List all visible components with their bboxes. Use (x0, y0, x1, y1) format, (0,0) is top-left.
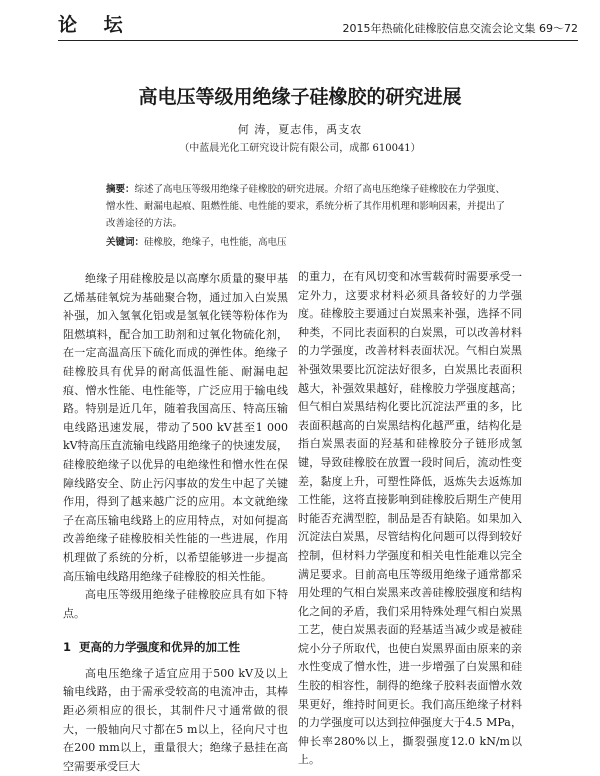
section-heading (63, 638, 288, 657)
body-paragraph: 高电压绝缘子适宜应用于500 kV及以上输电线路，由于需承受较高的电流冲击，其棒距必须相应的很长，其制件尺寸通常做的很大，一般轴向尺寸都在5 m以上，径向尺寸也在200 mm以上，重量很大；绝缘子悬挂在高空需要承受巨大 (63, 666, 288, 773)
body-paragraph: 绝缘子用硅橡胶是以高摩尔质量的聚甲基乙烯基硅氧烷为基础聚合物，通过加入白炭黑补强，加入氢氧化铝或是氢氧化镁等粉体作为阻燃填料，配合加工助剂和过氧化物硫化剂，在一定高温高压下硫化而成的弹性体。绝缘子硅橡胶具有优异的耐高低温性能、耐漏电起痕、憎水性能、电性能等，广泛应用于输电线路。特别是近几年，随着我国高压、特高压输电线路迅速发展，带动了500 kV甚至1 000 kV特高压直流输电线路用绝缘子的快速发展，硅橡胶绝缘子以优异的电绝缘性和憎水性在保障线路安全、防止污闪事故的发生中起了关键作用，得到了越来越广泛的应用。本文就绝缘子在高压输电线路上的应用特点，对如何提高改善绝缘子硅橡胶相关性能的一些进展，作用机理做了系统的分析，以希望能够进一步提高高压输电线路用绝缘子硅橡胶的相关性能。 (63, 272, 288, 583)
left-column (63, 270, 288, 776)
author-list: 何 涛，夏志伟，禹支农 (237, 123, 363, 136)
page-header (58, 12, 578, 41)
abstract-text: 综述了高电压等级用绝缘子硅橡胶的研究进展。介绍了高电压绝缘子硅橡胶在力学强度、憎水性、耐漏电起痕、阻燃性能、电性能的要求，系统分析了其作用机理和影响因素，并提出了改善途径的方法。 (106, 184, 506, 229)
affiliation: （中蓝晨光化工研究设计院有限公司，成都 610041） (179, 143, 421, 154)
section-number: 1 (63, 640, 72, 655)
body-paragraph: 的重力，在有风切变和冰雪载荷时需要承受一定外力，这要求材料必须具备较好的力学强度。硅橡胶主要通过白炭黑来补强，选择不同种类，不同比表面积的白炭黑，可以改善材料的力学强度，改善材料表面状况。气相白炭黑补强效果要比沉淀法好很多，白炭黑比表面积越大，补强效果越好，硅橡胶力学强度越高；但气相白炭黑结构化要比沉淀法严重的多，比表面积越高的白炭黑结构化越严重，结构化是指白炭黑表面的羟基和硅橡胶分子链形成氢键，导致硅橡胶在放置一段时间后，流动性变差，黏度上升，可塑性降低，返炼失去返炼加工性能，这将直接影响到硅橡胶后期生产使用时能否充满型腔，制品是否有缺陷。如果加入沉淀法白炭黑，尽管结构化问题可以得到较好控制，但材料力学强度和相关电性能难以完全满足要求。目前高电压等级用绝缘子通常都采用处理的气相白炭黑来改善硅橡胶强度和结构化之间的矛盾，我们采用特殊处理气相白炭黑工艺，使白炭黑表面的羟基适当减少或是被硅烷小分子所取代，也使白炭黑界面由原来的亲水性变成了憎水性，进一步增强了白炭黑和硅生胶的相容性，制得的绝缘子胶料表面憎水效果更好，维持时间更长。我们高压绝缘子材料的力学强度可以达到拉伸强度大于4.5 MPa，伸长率280%以上，撕裂强度12.0 kN/m以上。 (298, 270, 522, 767)
journal-citation: 2015年热硫化硅橡胶信息交流会论文集 69～72 (342, 22, 578, 35)
abstract (106, 181, 506, 232)
keywords (106, 234, 506, 248)
body-paragraph: 高电压等级用绝缘子硅橡胶应具有如下特点。 (63, 588, 288, 620)
section-label: 论 坛 (58, 14, 133, 36)
keywords-label: 关键词： (106, 237, 145, 248)
paper-title: 高电压等级用绝缘子硅橡胶的研究进展 (138, 86, 462, 108)
section-title: 更高的力学强度和优异的加工性 (79, 640, 240, 655)
keywords-text: 硅橡胶，绝缘子，电性能，高电压 (144, 237, 287, 248)
right-column (298, 268, 522, 770)
abstract-label: 摘要： (106, 184, 135, 195)
